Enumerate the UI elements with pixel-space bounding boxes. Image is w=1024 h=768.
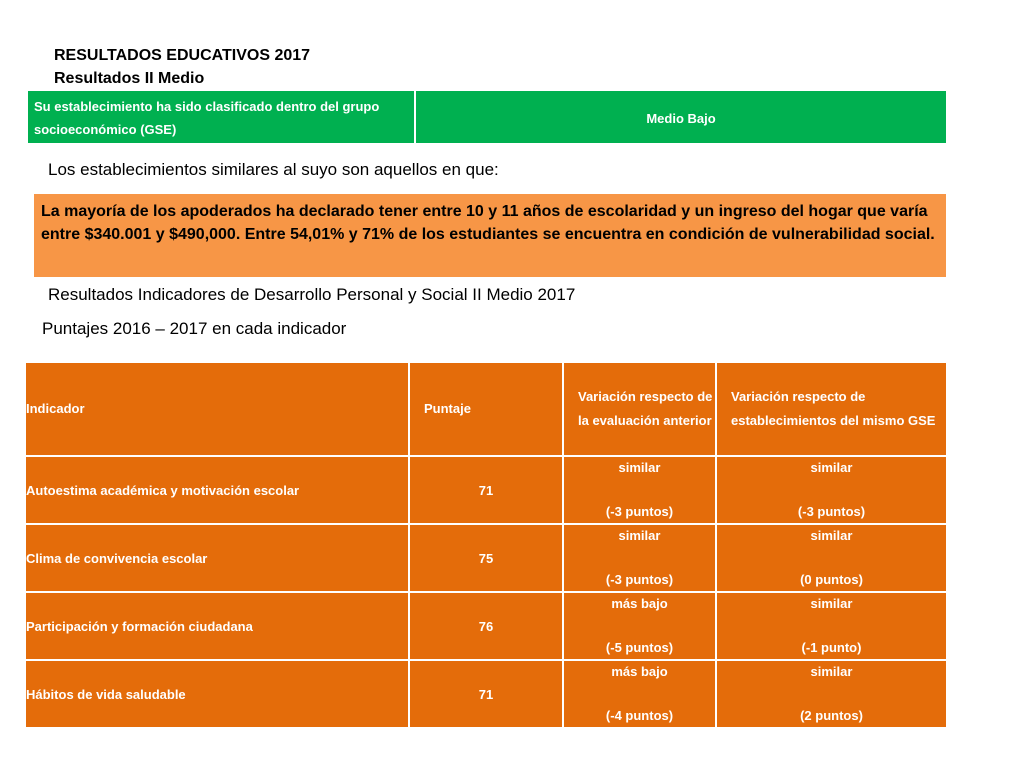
header-variation-gse: Variación respecto de establecimientos del mismo GSE: [716, 362, 947, 456]
variation-points: (-1 punto): [801, 640, 862, 655]
variation-points: (-3 puntos): [605, 572, 674, 587]
variation-points: (0 puntos): [800, 572, 863, 587]
variation-gse: [716, 660, 947, 728]
variation-points: (-3 puntos): [797, 504, 866, 519]
table-header-row: [25, 362, 947, 456]
indicator-name: Participación y formación ciudadana: [25, 592, 409, 660]
variation-points: (-4 puntos): [605, 708, 674, 723]
variation-label: similar: [810, 460, 853, 475]
results-heading: Resultados Indicadores de Desarrollo Personal y Social II Medio 2017: [48, 285, 576, 304]
page-title: RESULTADOS EDUCATIVOS 2017: [54, 47, 311, 64]
indicator-score: 76: [409, 592, 563, 660]
gse-value: Medio Bajo: [646, 110, 716, 126]
scores-heading: Puntajes 2016 – 2017 en cada indicador: [42, 319, 347, 338]
header-variation-previous: Variación respecto de la evaluación anterior: [563, 362, 716, 456]
variation-label: similar: [618, 460, 661, 475]
indicator-name: Hábitos de vida saludable: [25, 660, 409, 728]
variation-gse: [716, 524, 947, 592]
gse-description-box: La mayoría de los apoderados ha declarado tener entre 10 y 11 años de escolaridad y un ingreso del hogar que varía entre $340.001 y $490,000. Entre 54,01% y 71% de los estudiantes se encuentra en condición de vulnerabilidad social.: [34, 194, 946, 277]
indicator-name: Autoestima académica y motivación escolar: [25, 456, 409, 524]
variation-label: similar: [810, 596, 853, 611]
table-row: [25, 456, 947, 524]
gse-label: Su establecimiento ha sido clasificado dentro del grupo socioeconómico (GSE): [28, 91, 416, 143]
indicators-table: [24, 361, 948, 729]
header-score: Puntaje: [409, 362, 563, 456]
variation-points: (-5 puntos): [605, 640, 674, 655]
variation-label: similar: [810, 664, 853, 679]
variation-previous: [563, 660, 716, 728]
variation-label: similar: [810, 528, 853, 543]
variation-label: más bajo: [611, 664, 668, 679]
variation-points: (-3 puntos): [605, 504, 674, 519]
variation-previous: [563, 524, 716, 592]
page-subtitle: Resultados II Medio: [54, 70, 205, 87]
gse-classification-table: [28, 91, 946, 143]
similar-schools-intro: Los establecimientos similares al suyo son aquellos en que:: [48, 160, 499, 179]
indicator-score: 71: [409, 456, 563, 524]
variation-label: similar: [618, 528, 661, 543]
variation-points: (2 puntos): [800, 708, 863, 723]
table-row: [25, 524, 947, 592]
indicator-name: Clima de convivencia escolar: [25, 524, 409, 592]
header-indicator: Indicador: [25, 362, 409, 456]
variation-previous: [563, 456, 716, 524]
variation-label: más bajo: [611, 596, 668, 611]
variation-gse: [716, 456, 947, 524]
variation-previous: [563, 592, 716, 660]
variation-gse: [716, 592, 947, 660]
title-block: [54, 44, 310, 90]
indicator-score: 71: [409, 660, 563, 728]
indicator-score: 75: [409, 524, 563, 592]
table-row: [25, 592, 947, 660]
table-row: [25, 660, 947, 728]
